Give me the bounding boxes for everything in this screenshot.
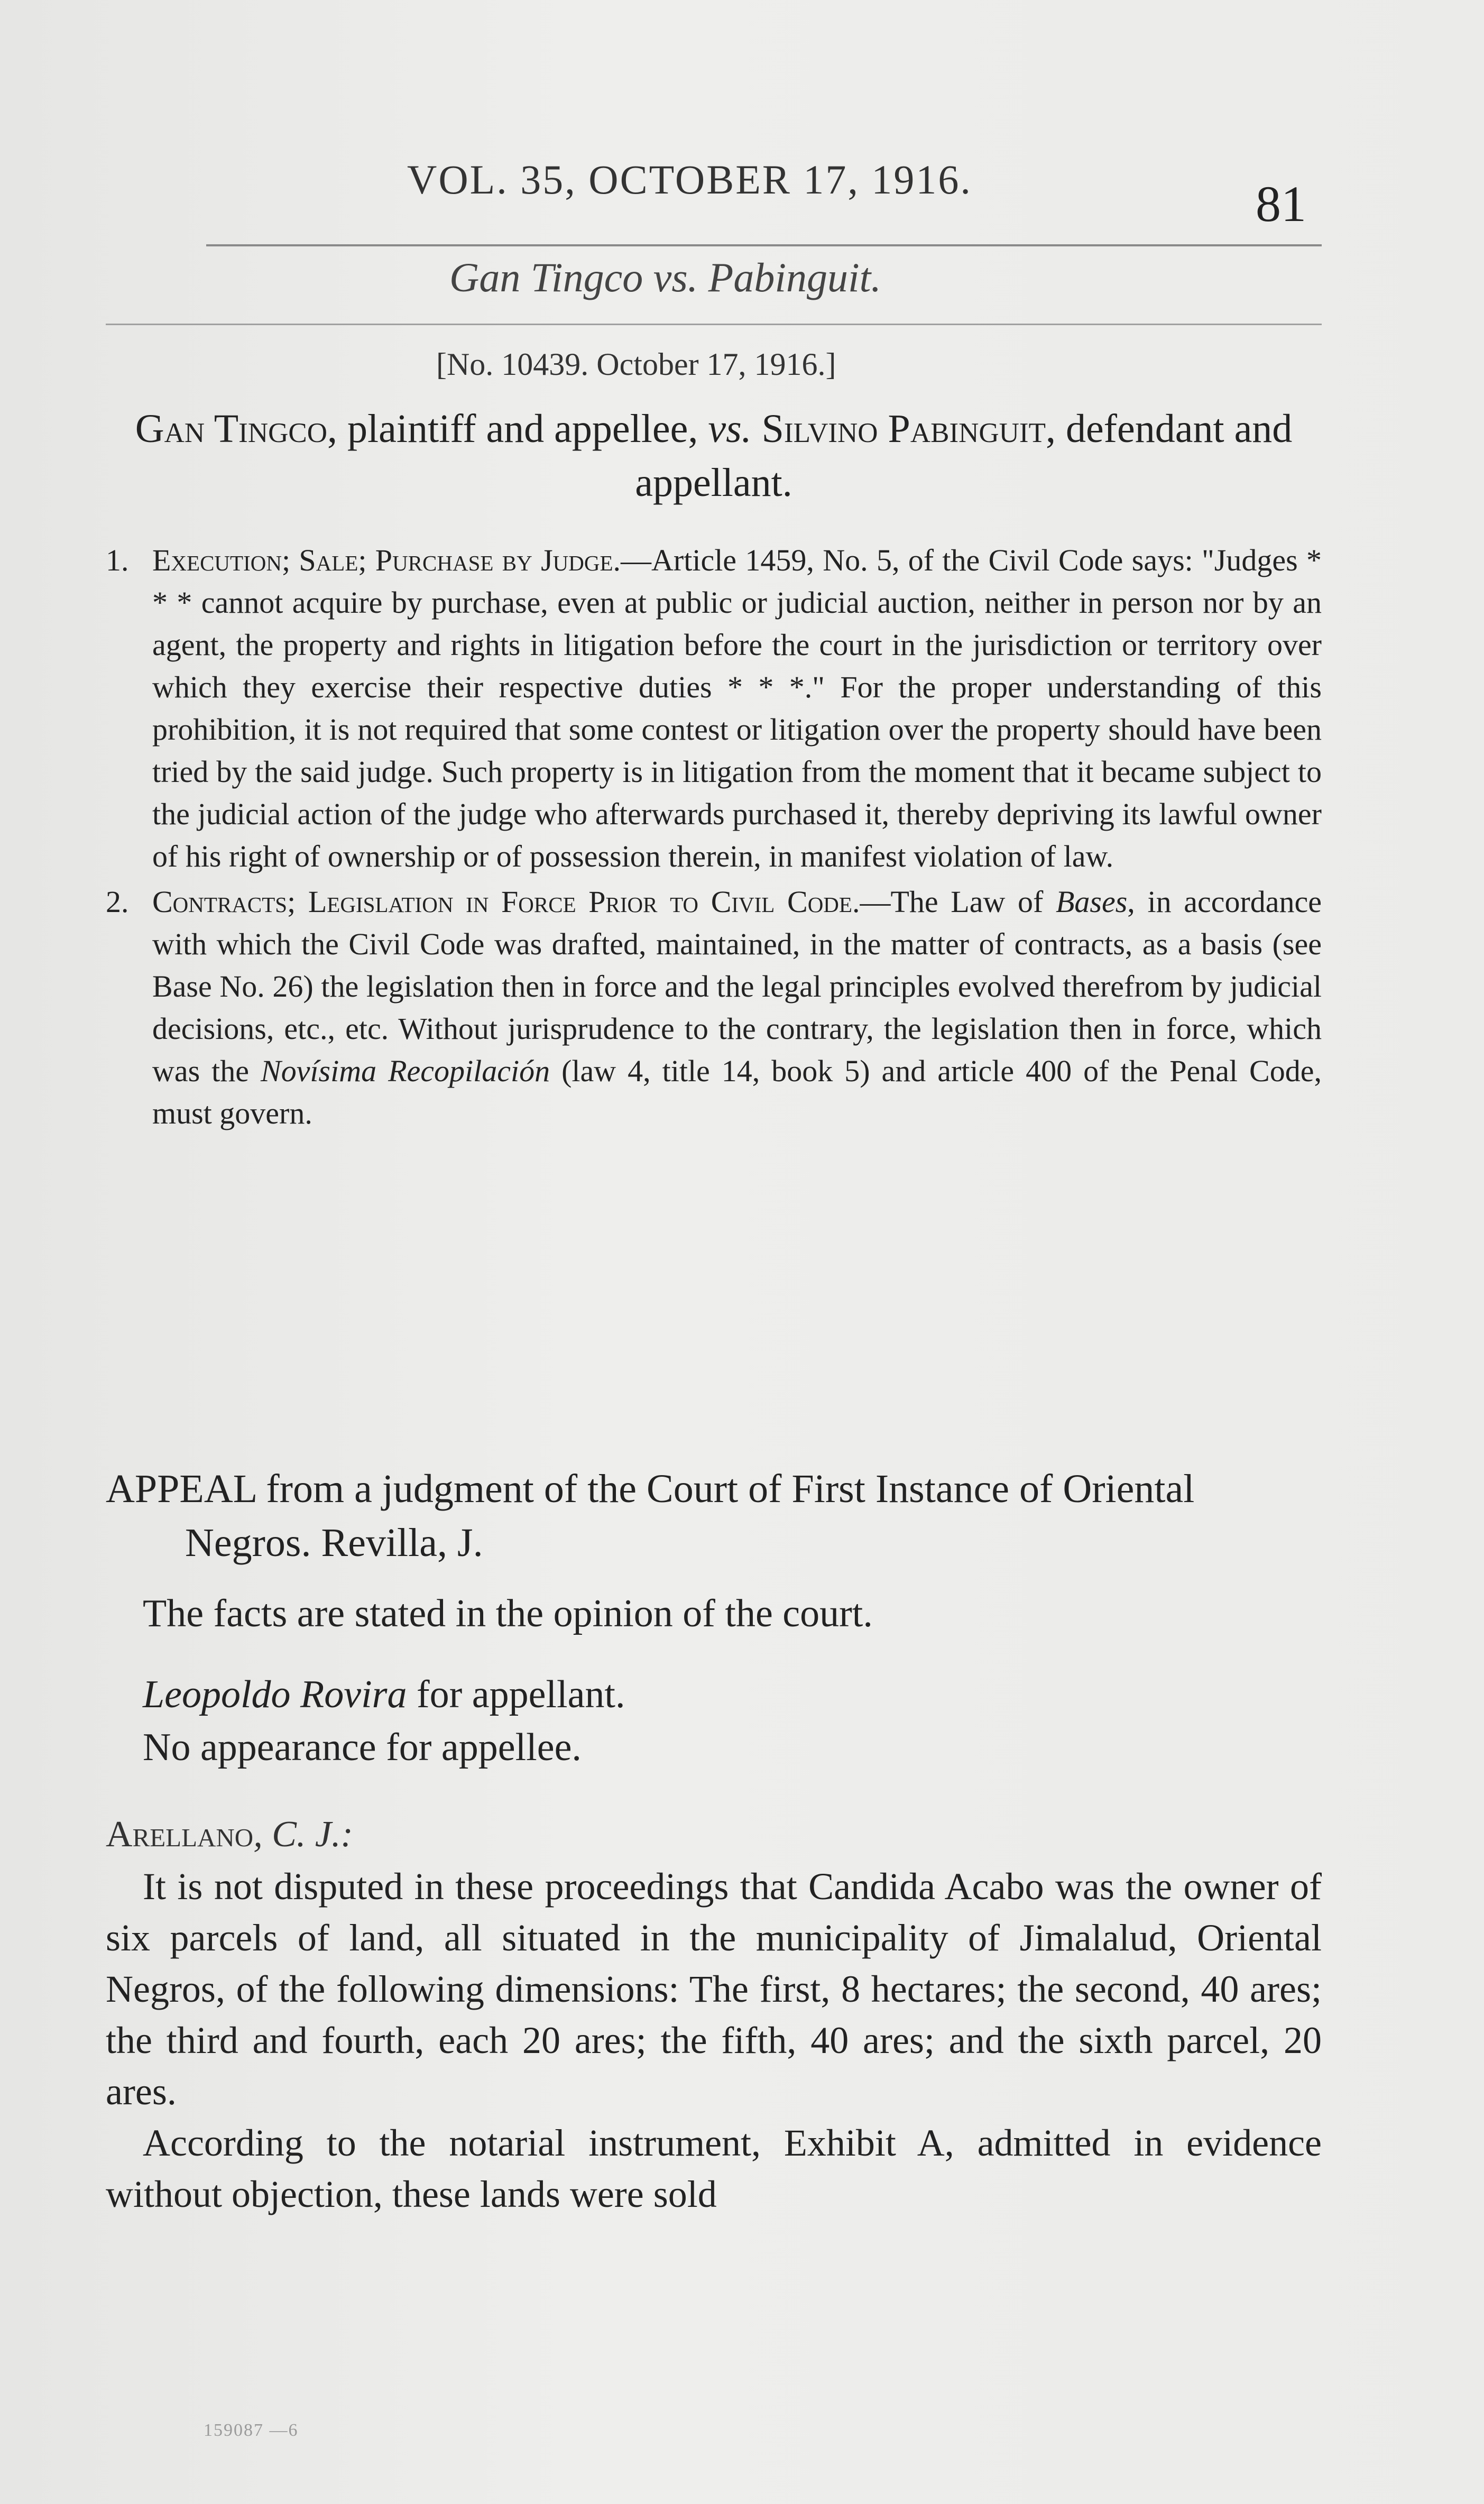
header-rule xyxy=(206,244,1322,246)
defendant-role: , defendant and appellant. xyxy=(635,407,1293,505)
opinion-author xyxy=(106,1813,353,1856)
syllabus-italic: Bases xyxy=(1055,885,1128,919)
syllabus-text: , in accordance with which the Civil Code was drafted, maintained, in the matter of contracts, as a basis (see Base No. 26) the legislation then in force and the legal principles evolved therefrom by judicial decisions, etc., etc. Without jurisprudence to the contrary, the legislation then in force, which was the xyxy=(152,885,1322,1088)
case-running-title: Gan Tingco vs. Pabinguit. xyxy=(449,254,881,300)
syllabus-number: 1. xyxy=(106,543,129,577)
page-number: 81 xyxy=(1256,176,1306,232)
syllabus-item xyxy=(106,881,1322,1135)
appeal-text: APPEAL from a judgment of the Court of First Instance of Oriental Negros. xyxy=(106,1467,1195,1565)
plaintiff-role: , plaintiff and appellee, xyxy=(327,407,708,451)
plaintiff-name: Gan Tingco xyxy=(135,407,327,451)
running-header: VOL. 35, OCTOBER 17, 1916. xyxy=(407,156,972,202)
appeal-judge: Revilla, J. xyxy=(321,1521,483,1565)
appellant-counsel xyxy=(143,1668,625,1721)
opinion-paragraph: According to the notarial instrument, Exhibit A, admitted in evidence without objection, these lands were sold xyxy=(106,2122,1322,2215)
syllabus-heading: Contracts; Legislation in Force Prior to Civil Code. xyxy=(152,885,860,919)
syllabus xyxy=(106,539,1322,1138)
printer-mark: 159087 —6 xyxy=(204,2420,299,2440)
syllabus-text: (law 4, title 14, book 5) and article 400 of the Penal Code, must govern. xyxy=(152,1054,1322,1130)
parties-block xyxy=(106,402,1322,510)
syllabus-number: 2. xyxy=(106,885,129,919)
counsel-block xyxy=(143,1668,625,1774)
author-title: , C. J.: xyxy=(253,1814,353,1855)
docket-line: [No. 10439. October 17, 1916.] xyxy=(436,347,836,382)
syllabus-heading: Execution; Sale; Purchase by Judge. xyxy=(152,543,621,577)
appellee-counsel: No appearance for appellee. xyxy=(143,1726,582,1769)
versus-marker: vs. xyxy=(708,407,752,451)
syllabus-item xyxy=(106,539,1322,878)
facts-line: The facts are stated in the opinion of the court. xyxy=(143,1592,873,1635)
opinion-paragraph: It is not disputed in these proceedings that Candida Acabo was the owner of six parcels of land, all situated in the municipality of Jimalalud, Oriental Negros, of the following dimensions: The first, 8 hectares; the second, 40 ares; the third and fourth, each 20 ares; the fifth, 40 ares; and the sixth parcel, 20 ares. xyxy=(106,1865,1322,2113)
syllabus-italic: Novísima Recopilación xyxy=(261,1054,550,1088)
syllabus-text: —The Law of xyxy=(860,885,1056,919)
author-name: Arellano xyxy=(106,1814,254,1855)
counsel-role: for appellant. xyxy=(407,1673,625,1716)
appeal-line xyxy=(106,1462,1322,1570)
counsel-name: Leopoldo Rovira xyxy=(143,1673,407,1716)
opinion-body xyxy=(106,1861,1322,2220)
section-rule xyxy=(106,324,1322,325)
defendant-name: Silvino Pabinguit xyxy=(761,407,1046,451)
syllabus-text: —Article 1459, No. 5, of the Civil Code says: "Judges * * * cannot acquire by purchase, even at public or judicial auction, neither in person nor by an agent, the property and rights in litigation before the court in the jurisdiction or territory over which they exercise their respective duties * * *." For the proper understanding of this prohibition, it is not required that some contest or litigation over the property should have been tried by the said judge. Such property is in litigation from the moment that it became subject to the judicial action of the judge who afterwards purchased it, thereby depriving its lawful owner of his right of ownership or of possession therein, in manifest violation of law. xyxy=(152,543,1322,873)
